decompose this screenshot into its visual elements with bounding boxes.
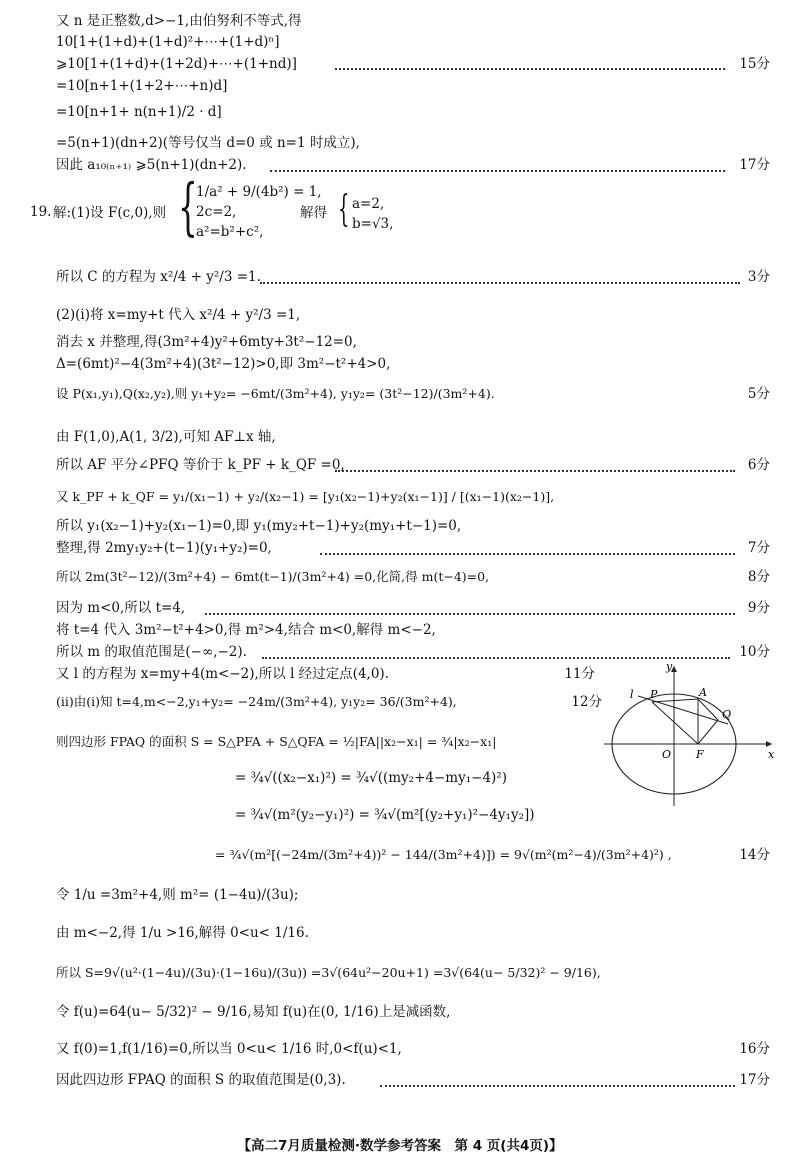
system-eq: a=2, xyxy=(352,196,385,212)
text-line: 10[1+(1+d)+(1+d)²+⋯+(1+d)ⁿ] xyxy=(56,34,280,50)
score-mark: 9分 xyxy=(747,600,770,616)
text-line: 由 m<−2,得 1/u >16,解得 0<u< 1/16. xyxy=(56,925,309,941)
text-line: ⩾10[1+(1+d)+(1+2d)+⋯+(1+nd)] xyxy=(56,56,297,72)
solution-system xyxy=(352,194,393,234)
text-line: 所以 C 的方程为 x²/4 + y²/3 =1. xyxy=(56,269,261,285)
score-mark: 17分 xyxy=(739,157,770,173)
segment-FQ xyxy=(698,720,718,744)
label-l: l xyxy=(630,688,634,701)
dot-leader xyxy=(380,1085,735,1087)
dot-leader xyxy=(205,613,735,615)
dot-leader xyxy=(335,470,735,472)
score-mark: 11分 xyxy=(564,666,595,682)
text-line: 因此四边形 FPAQ 的面积 S 的取值范围是(0,3). xyxy=(56,1072,346,1088)
text-line: 由 F(1,0),A(1, 3/2),可知 AF⊥x 轴, xyxy=(56,429,276,445)
text-line: =5(n+1)(dn+2)(等号仅当 d=0 或 n=1 时成立), xyxy=(56,135,360,151)
label-A: A xyxy=(699,686,707,699)
text-line: 将 t=4 代入 3m²−t²+4>0,得 m²>4,结合 m<0,解得 m<−2, xyxy=(56,622,436,638)
label-O: O xyxy=(662,748,672,761)
text-line: 所以 S=9√(u²·(1−4u)/(3u)·(1−16u)/(3u)) =3√(64u²−20u+1) =3√(64(u− 5/32)² − 9/16), xyxy=(56,965,601,980)
text-line: =10[n+1+ n(n+1)/2 · d] xyxy=(56,104,222,120)
score-mark: 5分 xyxy=(747,386,770,402)
text-line: 所以 2m(3t²−12)/(3m²+4) − 6mt(t−1)/(3m²+4) =0,化简,得 m(t−4)=0, xyxy=(56,569,490,584)
score-mark: 15分 xyxy=(739,56,770,72)
dot-leader xyxy=(270,170,725,172)
system-eq: 1/a² + 9/(4b²) = 1, xyxy=(196,184,322,200)
text-line: 又 f(0)=1,f(1/16)=0,所以当 0<u< 1/16 时,0<f(u)<1, xyxy=(56,1041,402,1057)
text-line: = ¾√(m²(y₂−y₁)²) = ¾√(m²[(y₂+y₁)²−4y₁y₂]) xyxy=(235,807,535,823)
text-line: 令 1/u =3m²+4,则 m²= (1−4u)/(3u); xyxy=(56,887,299,903)
text-line: (2)(ⅰ)将 x=my+t 代入 x²/4 + y²/3 =1, xyxy=(56,307,301,323)
left-brace: { xyxy=(338,189,350,230)
text-line: 解:(1)设 F(c,0),则 xyxy=(53,205,167,221)
text-line: 整理,得 2my₁y₂+(t−1)(y₁+y₂)=0, xyxy=(56,540,272,556)
score-mark: 3分 xyxy=(747,269,770,285)
dot-leader xyxy=(320,553,735,555)
text-line: =10[n+1+(1+2+⋯+n)d] xyxy=(56,78,228,94)
system-eq: 2c=2, xyxy=(196,204,237,220)
text-line: (ⅱ)由(ⅰ)知 t=4,m<−2,y₁+y₂= −24m/(3m²+4), y₁y₂= 36/(3m²+4), xyxy=(56,694,457,709)
page-footer: 【高二7月质量检测·数学参考答案 第 4 页(共4页)】 xyxy=(237,1138,563,1154)
text-line: 又 l 的方程为 x=my+4(m<−2),所以 l 经过定点(4,0). xyxy=(56,666,389,682)
label-P: P xyxy=(650,688,658,701)
dot-leader xyxy=(335,68,725,70)
score-mark: 6分 xyxy=(747,457,770,473)
dot-leader xyxy=(260,282,740,284)
left-brace: { xyxy=(178,170,198,243)
text-line: 消去 x 并整理,得(3m²+4)y²+6mty+3t²−12=0, xyxy=(56,334,357,350)
text-line: 解得 xyxy=(300,205,327,221)
x-axis-arrow xyxy=(766,741,772,747)
text-line: 因此 a₁₀₍ₙ₊₁₎ ⩾5(n+1)(dn+2). xyxy=(56,157,247,173)
text-line: 所以 AF 平分∠PFQ 等价于 k_PF + k_QF =0, xyxy=(56,457,345,473)
text-line: 则四边形 FPAQ 的面积 S = S△PFA + S△QFA = ½|FA||x₂−x₁| = ¾|x₂−x₁| xyxy=(56,734,497,749)
text-line: 又 k_PF + k_QF = y₁/(x₁−1) + y₂/(x₂−1) = [y₁(x₂−1)+y₂(x₁−1)] / [(x₁−1)(x₂−1)], xyxy=(56,489,555,504)
label-x: x xyxy=(768,748,775,761)
system-eq: b=√3, xyxy=(352,216,394,232)
segment-PF xyxy=(652,702,698,744)
text-line: = ¾√(m²[(−24m/(3m²+4))² − 144/(3m²+4)]) = 9√(m²(m²−4)/(3m²+4)²) , xyxy=(215,847,672,862)
text-line: 设 P(x₁,y₁),Q(x₂,y₂),则 y₁+y₂= −6mt/(3m²+4), y₁y₂= (3t²−12)/(3m²+4). xyxy=(56,386,495,401)
score-mark: 7分 xyxy=(747,540,770,556)
ellipse-figure xyxy=(600,658,780,808)
score-mark: 14分 xyxy=(739,847,770,863)
label-F: F xyxy=(696,748,704,761)
label-Q: Q xyxy=(722,708,732,721)
score-mark: 10分 xyxy=(739,644,770,660)
system-eq: a²=b²+c², xyxy=(196,224,264,240)
text-line: Δ=(6mt)²−4(3m²+4)(3t²−12)>0,即 3m²−t²+4>0, xyxy=(56,356,391,372)
text-line: 又 n 是正整数,d>−1,由伯努利不等式,得 xyxy=(56,13,302,29)
score-mark: 8分 xyxy=(747,569,770,585)
text-line: 因为 m<0,所以 t=4, xyxy=(56,600,186,616)
score-mark: 12分 xyxy=(571,694,602,710)
score-mark: 17分 xyxy=(739,1072,770,1088)
question-number: 19. xyxy=(30,204,52,220)
text-line: 所以 m 的取值范围是(−∞,−2). xyxy=(56,644,247,660)
text-line: 所以 y₁(x₂−1)+y₂(x₁−1)=0,即 y₁(my₂+t−1)+y₂(my₁+t−1)=0, xyxy=(56,518,462,534)
label-y: y xyxy=(666,660,673,673)
text-line: 令 f(u)=64(u− 5/32)² − 9/16,易知 f(u)在(0, 1/16)上是减函数, xyxy=(56,1004,451,1020)
score-mark: 16分 xyxy=(739,1041,770,1057)
text-line: = ¾√((x₂−x₁)²) = ¾√((my₂+4−my₁−4)²) xyxy=(235,770,507,786)
segment-PA xyxy=(652,699,698,702)
